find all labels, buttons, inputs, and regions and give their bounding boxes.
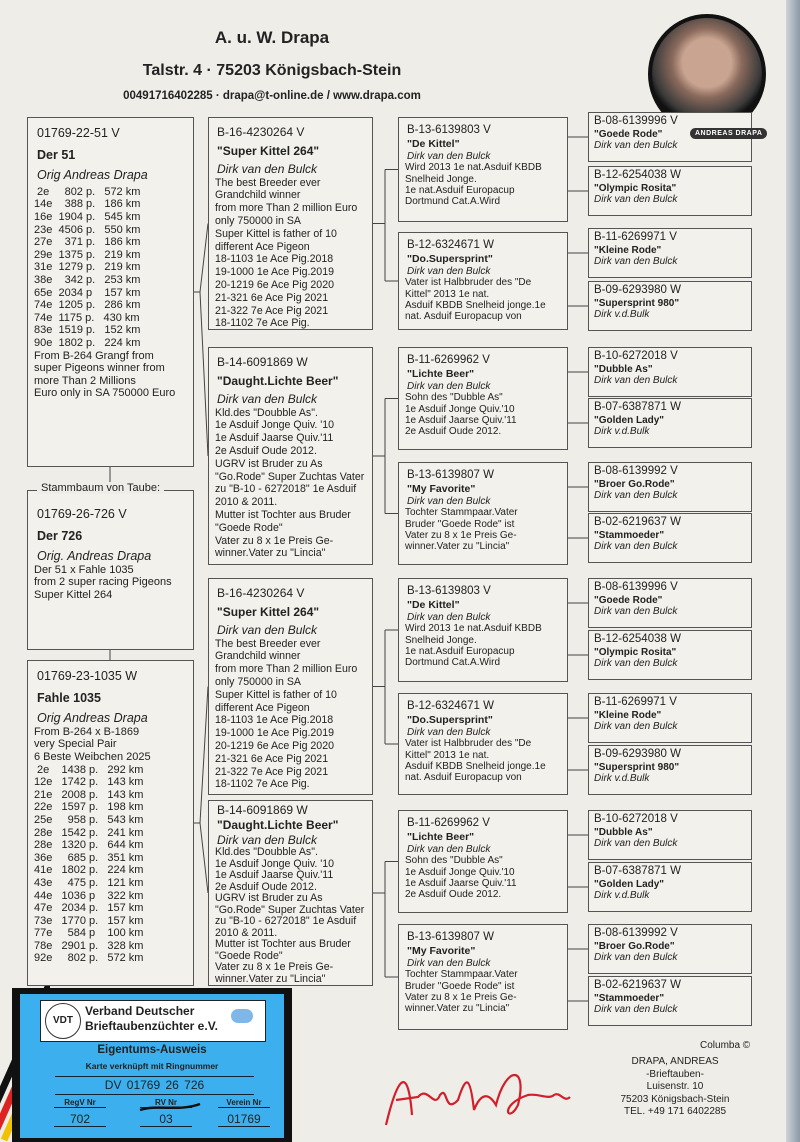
card-subtitle: Karte verknüpft mit Ringnummer (85, 1061, 219, 1071)
pigeon-breeder: Dirk van den Bulck (594, 194, 678, 205)
sire-breeder: Orig Andreas Drapa (37, 168, 148, 183)
pigeon-breeder: Dirk van den Bulck (407, 150, 491, 162)
pigeon-note: Dortmund Cat.A.Wird (405, 196, 501, 208)
pigeon-breeder: Dirk van den Bulck (594, 721, 678, 732)
result-line: 31e 1279 p. 219 km (34, 261, 141, 274)
pigeon-note: Super Kittel is father of 10 (215, 688, 337, 701)
pigeon-breeder: Dirk van den Bulck (594, 490, 678, 501)
footer-line: -Brieftauben- (646, 1068, 704, 1080)
pigeon-note: "Goede Rode" (215, 521, 283, 534)
pigeon-id: B-13-6139803 V (407, 124, 491, 136)
pigeon-note: Wird 2013 1e nat.Asduif KBDB (405, 162, 542, 174)
pigeon-name: "De Kittel" (407, 599, 460, 612)
dam-box[interactable] (27, 660, 194, 986)
pigeon-note: 1e nat.Asduif Europacup (405, 185, 515, 197)
pigeon-note: "Goede Rode" (215, 949, 283, 962)
result-line: Euro only in SA 750000 Euro (34, 387, 176, 400)
pigeon-note: 18-1102 7e Ace Pig. (215, 778, 310, 791)
pigeon-note: winner.Vater zu "Lincia" (215, 972, 326, 985)
signature (378, 1055, 578, 1135)
pigeon-note: Sohn des "Dubble As" (405, 855, 503, 867)
pigeon-note: 18-1102 7e Ace Pig. (215, 317, 310, 330)
pigeon-note: zu "B-10 - 6272018" 1e Asduif (215, 483, 357, 496)
result-line: 74e 1175 p. 430 km (34, 311, 140, 324)
result-line: 90e 1802 p. 224 km (34, 336, 141, 349)
result-line: 25e 958 p. 543 km (34, 813, 144, 826)
pedigree-box[interactable] (588, 281, 752, 331)
pigeon-id: B-13-6139807 W (407, 469, 494, 481)
pedigree-box[interactable] (588, 862, 752, 912)
pigeon-id: B-12-6254038 W (594, 169, 681, 181)
pigeon-name: "Stammoeder" (594, 993, 665, 1004)
pigeon-note: from more Than 2 million Euro (215, 202, 358, 215)
pedigree-box[interactable] (588, 347, 752, 397)
result-line: 29e 1375 p. 219 km (34, 248, 141, 261)
pigeon-name: "Dubble As" (594, 364, 653, 375)
verein-label: Verein Nr (218, 1098, 270, 1108)
pigeon-note: zu "B-10 - 6272018" 1e Asduif (215, 915, 357, 927)
rv-label: RV Nr (140, 1098, 192, 1108)
org-name-line: Brieftaubenzüchter e.V. (85, 1019, 218, 1033)
pigeon-note: Tochter Stammpaar.Vater (405, 507, 518, 519)
pigeon-name: "Super Kittel 264" (217, 604, 320, 619)
rv-value: 03 (140, 1112, 192, 1127)
pigeon-note: Kittel" 2013 1e nat. (405, 749, 490, 761)
pigeon-note: nat. Asduif Europacup von (405, 772, 522, 784)
sire-notes (34, 350, 187, 400)
footer-line: DRAPA, ANDREAS (631, 1056, 719, 1067)
result-line: 28e 1320 p. 644 km (34, 839, 144, 852)
pedigree-box[interactable] (588, 924, 752, 974)
pedigree-box[interactable] (398, 462, 568, 565)
result-line: 41e 1802 p. 224 km (34, 864, 144, 877)
pigeon-id: B-07-6387871 W (594, 401, 681, 413)
pedigree-box[interactable] (398, 232, 568, 330)
pigeon-id: B-09-6293980 W (594, 284, 681, 296)
subject-note: Super Kittel 264 (34, 588, 113, 601)
pigeon-breeder: Dirk van den Bulck (407, 957, 491, 969)
pigeon-breeder: Dirk v.d.Bulk (594, 426, 650, 437)
pigeon-note: Dortmund Cat.A.Wird (405, 657, 501, 669)
card-body (20, 994, 284, 1138)
pigeon-note: 18-1103 1e Ace Pig.2018 (215, 253, 334, 266)
pigeon-name: "De Kittel" (407, 138, 460, 151)
pigeon-name: "Broer Go.Rode" (594, 941, 675, 952)
pigeon-note: 1e Asduif Jonge Quiv.'10 (405, 866, 515, 878)
pedigree-box[interactable] (398, 117, 568, 222)
pigeon-note: 2010 & 2011. (215, 926, 278, 939)
result-line: 2e 802 p. 572 km (34, 185, 141, 198)
dam-id: 01769-23-1035 W (37, 669, 138, 683)
footer-line: TEL. +49 171 6402285 (623, 1106, 727, 1117)
pigeon-id: B-08-6139992 V (594, 465, 678, 477)
pedigree-box[interactable] (588, 810, 752, 860)
pedigree-box[interactable] (208, 347, 373, 565)
footer-address (575, 1056, 775, 1119)
pigeon-note: Grandchild winner (215, 189, 301, 202)
pedigree-box[interactable] (588, 976, 752, 1026)
pigeon-note: only 750000 in SA (215, 214, 301, 227)
pigeon-note: Vater zu 8 x 1e Preis Ge- (215, 534, 334, 547)
pigeon-note: 2e Asduif Oude 2012. (215, 880, 317, 893)
pigeon-note: Asduif KBDB Snelheid jonge.1e (405, 300, 546, 312)
pigeon-id: B-09-6293980 W (594, 748, 681, 760)
pigeon-note: Vater ist Halbbruder des "De (405, 277, 532, 289)
sire-id: 01769-22-51 V (37, 126, 120, 140)
result-line: 12e 1742 p. 143 km (34, 776, 144, 789)
result-line: 65e 2034 p 157 km (34, 286, 141, 299)
pigeon-name: "Supersprint 980" (594, 298, 680, 309)
vdb-logo-icon: VDT (45, 1003, 81, 1039)
subject-name: Der 726 (37, 528, 83, 543)
pigeon-breeder: Dirk van den Bulck (407, 843, 491, 855)
pigeon-note: different Ace Pigeon (215, 240, 310, 253)
pedigree-box[interactable] (588, 693, 752, 743)
result-line: 43e 475 p. 121 km (34, 876, 144, 889)
card-title: Eigentums-Ausweis (97, 1044, 207, 1056)
pedigree-box[interactable] (398, 578, 568, 682)
connector-line (200, 687, 208, 824)
pigeon-name: "Lichte Beer" (407, 368, 475, 381)
pigeon-note: Vater zu 8 x 1e Preis Ge- (405, 530, 517, 542)
pigeon-id: B-12-6324671 W (407, 239, 494, 251)
pigeon-note: 2e Asduif Oude 2012. (405, 426, 502, 438)
pigeon-note: Tochter Stammpaar.Vater (405, 969, 518, 981)
subject-box[interactable] (27, 490, 194, 650)
pigeon-note: winner.Vater zu "Lincia" (215, 547, 326, 560)
result-line: 21e 2008 p. 143 km (34, 788, 144, 801)
pigeon-name: "Supersprint 980" (594, 762, 680, 773)
result-line: 14e 388 p. 186 km (34, 198, 141, 211)
pigeon-note: winner.Vater zu "Lincia" (405, 1003, 510, 1015)
pen-scribble (138, 1100, 202, 1114)
globe-icon (231, 1009, 253, 1023)
pigeon-id: B-12-6324671 W (407, 700, 494, 712)
pigeon-name: "Golden Lady" (594, 879, 665, 890)
pigeon-note: Sohn des "Dubble As" (405, 392, 503, 404)
copyright: Columba © (700, 1040, 751, 1051)
pigeon-id: B-13-6139803 V (407, 585, 491, 597)
pigeon-breeder: Dirk van den Bulck (217, 161, 318, 176)
result-line: 73e 1770 p. 157 km (34, 914, 144, 927)
pigeon-note: only 750000 in SA (215, 675, 301, 688)
regv-label: RegV Nr (54, 1098, 106, 1108)
pigeon-id: B-10-6272018 V (594, 350, 678, 362)
pigeon-breeder: Dirk van den Bulck (594, 838, 678, 849)
pigeon-name: "Goede Rode" (594, 595, 663, 606)
pedigree-box[interactable] (588, 630, 752, 680)
subject-id: 01769-26-726 V (37, 507, 127, 521)
pigeon-note: 2e Asduif Oude 2012. (215, 444, 317, 457)
pigeon-name: "Golden Lady" (594, 415, 665, 426)
result-line: super Pigeons winner from (34, 362, 165, 375)
result-line: 28e 1542 p. 241 km (34, 826, 144, 839)
connector-line (200, 224, 208, 293)
breeder-address: Talstr. 4 · 75203 Königsbach-Stein (142, 62, 402, 79)
pigeon-id: B-11-6269971 V (594, 231, 677, 243)
verein-value: 01769 (218, 1112, 270, 1127)
pigeon-note: from more Than 2 million Euro (215, 663, 358, 676)
subject-note: from 2 super racing Pigeons (34, 576, 172, 589)
pigeon-note: Wird 2013 1e nat.Asduif KBDB (405, 623, 542, 635)
footer-line: 75203 Königsbach-Stein (620, 1093, 730, 1105)
ring-number: DV 01769 26 726 (55, 1076, 254, 1095)
result-line: 22e 1597 p. 198 km (34, 801, 144, 814)
pigeon-name: "Kleine Rode" (594, 710, 662, 721)
pigeon-note: Grandchild winner (215, 650, 301, 663)
pigeon-breeder: Dirk van den Bulck (407, 495, 491, 507)
connector-line (200, 292, 208, 456)
pedigree-box[interactable] (588, 228, 752, 278)
pedigree-box[interactable] (588, 745, 752, 795)
pigeon-id: B-08-6139992 V (594, 927, 678, 939)
pigeon-name: "Stammoeder" (594, 530, 665, 541)
pedigree-box[interactable] (588, 166, 752, 216)
pigeon-breeder: Dirk v.d.Bulk (594, 309, 650, 320)
pigeon-note: Vater zu 8 x 1e Preis Ge- (215, 961, 334, 973)
pigeon-note: 1e nat.Asduif Europacup (405, 646, 515, 658)
subject-breeder: Orig. Andreas Drapa (37, 549, 152, 564)
org-name-line: Verband Deutscher (85, 1004, 195, 1018)
result-line: 74e 1205 p. 286 km (34, 299, 141, 312)
dam-note: From B-264 x B-1869 (34, 725, 140, 738)
pigeon-id: B-14-6091869 W (217, 355, 308, 369)
result-line: 77e 584 p 100 km (34, 927, 144, 940)
pigeon-note: Asduif KBDB Snelheid jonge.1e (405, 761, 546, 773)
pigeon-name: "Broer Go.Rode" (594, 479, 675, 490)
pigeon-note: "Go.Rode" Super Zuchtas Vater (215, 470, 365, 483)
sire-box[interactable] (27, 117, 194, 467)
pigeon-note: 1e Asduif Jaarse Quiv.'11 (215, 432, 334, 445)
pigeon-breeder: Dirk van den Bulck (594, 952, 678, 963)
pigeon-breeder: Dirk v.d.Bulk (594, 890, 650, 901)
pedigree-box[interactable] (208, 117, 373, 330)
pigeon-id: B-02-6219637 W (594, 979, 681, 991)
ownership-card (12, 988, 292, 1142)
photo-label: ANDREAS DRAPA (690, 128, 767, 139)
sire-name: Der 51 (37, 147, 76, 162)
dam-breeder: Orig Andreas Drapa (37, 711, 148, 726)
pigeon-note: Snelheid Jonge. (405, 173, 477, 185)
result-line: 2e 1438 p. 292 km (34, 763, 144, 776)
pedigree-box[interactable] (588, 398, 752, 448)
pedigree-box[interactable] (398, 347, 568, 450)
pigeon-note: different Ace Pigeon (215, 701, 310, 714)
regv-value: 702 (54, 1112, 106, 1127)
pigeon-note: 1e Asduif Jaarse Quiv.'11 (405, 415, 517, 427)
pigeon-id: B-11-6269962 V (407, 817, 490, 829)
pigeon-breeder: Dirk van den Bulck (407, 265, 491, 277)
breeder-contact: 00491716402285 · drapa@t-online.de / www.drapa.com (123, 90, 421, 102)
pigeon-breeder: Dirk van den Bulck (217, 622, 318, 637)
pigeon-id: B-13-6139807 W (407, 931, 494, 943)
pigeon-note: Bruder "Goede Rode" ist (405, 518, 515, 530)
pedigree-box[interactable] (588, 578, 752, 628)
pigeon-name: "Do.Supersprint" (407, 714, 493, 727)
pigeon-note: 18-1103 1e Ace Pig.2018 (215, 714, 334, 727)
pigeon-id: B-07-6387871 W (594, 865, 681, 877)
pigeon-breeder: Dirk van den Bulck (594, 1004, 678, 1015)
pigeon-name: "Dubble As" (594, 827, 653, 838)
pigeon-note: Kittel" 2013 1e nat. (405, 288, 490, 300)
pigeon-id: B-08-6139996 V (594, 115, 678, 127)
pigeon-name: "Goede Rode" (594, 129, 663, 140)
pigeon-note: The best Breeder ever (215, 176, 321, 189)
pigeon-note: Kld.des "Doubble As". (215, 846, 318, 858)
pigeon-note: 1e Asduif Jaarse Quiv.'11 (405, 878, 517, 890)
pedigree-box[interactable] (398, 924, 568, 1030)
pigeon-note: Bruder "Goede Rode" ist (405, 980, 515, 992)
result-line: 16e 1904 p. 545 km (34, 210, 141, 223)
pigeon-id: B-14-6091869 W (217, 803, 308, 817)
pigeon-breeder: Dirk van den Bulck (594, 541, 678, 552)
pigeon-breeder: Dirk van den Bulck (407, 380, 491, 392)
pigeon-id: B-10-6272018 V (594, 813, 678, 825)
pigeon-note: 1e Asduif Jonge Quiv. '10 (215, 857, 335, 870)
result-line: 27e 371 p. 186 km (34, 236, 141, 249)
org-name (85, 1004, 218, 1034)
pigeon-note: 20-1219 6e Ace Pig 2020 (215, 278, 334, 291)
pedigree-box[interactable] (398, 810, 568, 913)
pigeon-name: "Olympic Rosita" (594, 647, 677, 658)
pigeon-id: B-08-6139996 V (594, 581, 678, 593)
pigeon-name: "Kleine Rode" (594, 245, 662, 256)
result-line: 78e 2901 p. 328 km (34, 939, 144, 952)
pigeon-note: Vater zu 8 x 1e Preis Ge- (405, 992, 517, 1004)
pigeon-name: "Daught.Lichte Beer" (217, 818, 339, 832)
pigeon-name: "My Favorite" (407, 483, 476, 496)
result-line: 44e 1036 p 322 km (34, 889, 144, 902)
pedigree-box[interactable] (208, 578, 373, 795)
pigeon-note: 1e Asduif Jaarse Quiv.'11 (215, 869, 334, 881)
pigeon-note: 1e Asduif Jonge Quiv.'10 (405, 403, 515, 415)
pedigree-box[interactable] (398, 693, 568, 795)
footer-line: Luisenstr. 10 (646, 1081, 704, 1092)
result-line: 83e 1519 p. 152 km (34, 324, 141, 337)
pigeon-name: "Super Kittel 264" (217, 143, 320, 158)
pigeon-note: Kld.des "Doubble As". (215, 406, 318, 419)
subject-note: Der 51 x Fahle 1035 (34, 563, 134, 576)
pigeon-note: Vater ist Halbbruder des "De (405, 738, 532, 750)
pigeon-breeder: Dirk van den Bulck (594, 256, 678, 267)
dam-note: 6 Beste Weibchen 2025 (34, 750, 151, 763)
pigeon-note: 20-1219 6e Ace Pig 2020 (215, 739, 334, 752)
card-header (40, 1000, 266, 1042)
dam-note: very Special Pair (34, 738, 117, 751)
pigeon-breeder: Dirk van den Bulck (217, 833, 318, 847)
sire-results (34, 186, 187, 350)
pigeon-note: 2010 & 2011. (215, 496, 278, 509)
pigeon-breeder: Dirk van den Bulck (407, 611, 491, 623)
pigeon-note: UGRV ist Bruder zu As (215, 457, 323, 470)
result-line: more Than 2 Millions (34, 374, 136, 387)
pigeon-breeder: Dirk van den Bulck (594, 606, 678, 617)
pigeon-note: nat. Asduif Europacup von (405, 311, 522, 323)
pigeon-note: 2e Asduif Oude 2012. (405, 889, 502, 901)
pigeon-name: "Lichte Beer" (407, 831, 475, 844)
result-line: 92e 802 p. 572 km (34, 952, 144, 965)
pigeon-note: Super Kittel is father of 10 (215, 227, 337, 240)
pigeon-note: 21-322 7e Ace Pig 2021 (215, 304, 329, 317)
pigeon-id: B-16-4230264 V (217, 125, 305, 139)
pigeon-breeder: Dirk van den Bulck (407, 726, 491, 738)
result-line: 36e 685 p. 351 km (34, 851, 144, 864)
pigeon-id: B-02-6219637 W (594, 516, 681, 528)
pigeon-note: 21-321 6e Ace Pig 2021 (215, 752, 329, 765)
breeder-name: A. u. W. Drapa (214, 28, 330, 47)
pigeon-note: 1e Asduif Jonge Quiv. '10 (215, 419, 335, 432)
pigeon-id: B-12-6254038 W (594, 633, 681, 645)
result-line: 47e 2034 p. 157 km (34, 902, 144, 915)
pigeon-note: UGRV ist Bruder zu As (215, 892, 323, 904)
pigeon-name: "Olympic Rosita" (594, 183, 677, 194)
pigeon-name: "Do.Supersprint" (407, 253, 493, 266)
pedigree-box[interactable] (588, 513, 752, 563)
result-line: 23e 4506 p. 550 km (34, 223, 141, 236)
pigeon-note: 21-321 6e Ace Pig 2021 (215, 291, 329, 304)
pedigree-box[interactable] (588, 462, 752, 512)
result-line: 38e 342 p. 253 km (34, 273, 141, 286)
pigeon-name: "My Favorite" (407, 945, 476, 958)
pigeon-breeder: Dirk van den Bulck (217, 391, 318, 406)
pedigree-legend: Stammbaum von Taube: (37, 482, 164, 494)
pigeon-id: B-11-6269962 V (407, 354, 490, 366)
connector-line (200, 823, 208, 893)
result-line: From B-264 Grangf from (34, 349, 154, 362)
pigeon-note: Mutter ist Tochter aus Bruder (215, 938, 351, 950)
pigeon-note: The best Breeder ever (215, 637, 321, 650)
pigeon-id: B-11-6269971 V (594, 696, 677, 708)
pigeon-note: 21-322 7e Ace Pig 2021 (215, 765, 329, 778)
pigeon-note: 19-1000 1e Ace Pig.2019 (215, 266, 334, 279)
pigeon-note: "Go.Rode" Super Zuchtas Vater (215, 903, 365, 916)
pigeon-name: "Daught.Lichte Beer" (217, 373, 339, 388)
pigeon-note: winner.Vater zu "Lincia" (405, 541, 510, 553)
pigeon-note: Mutter ist Tochter aus Bruder (215, 508, 351, 521)
pigeon-breeder: Dirk van den Bulck (594, 375, 678, 386)
dam-results (34, 764, 187, 966)
pigeon-note: Snelheid Jonge. (405, 634, 477, 646)
pigeon-breeder: Dirk v.d.Bulk (594, 773, 650, 784)
pigeon-id: B-16-4230264 V (217, 586, 305, 600)
pedigree-box[interactable] (208, 800, 373, 986)
pigeon-breeder: Dirk van den Bulck (594, 140, 678, 151)
pigeon-breeder: Dirk van den Bulck (594, 658, 678, 669)
dam-name: Fahle 1035 (37, 690, 101, 705)
pigeon-note: 19-1000 1e Ace Pig.2019 (215, 727, 334, 740)
